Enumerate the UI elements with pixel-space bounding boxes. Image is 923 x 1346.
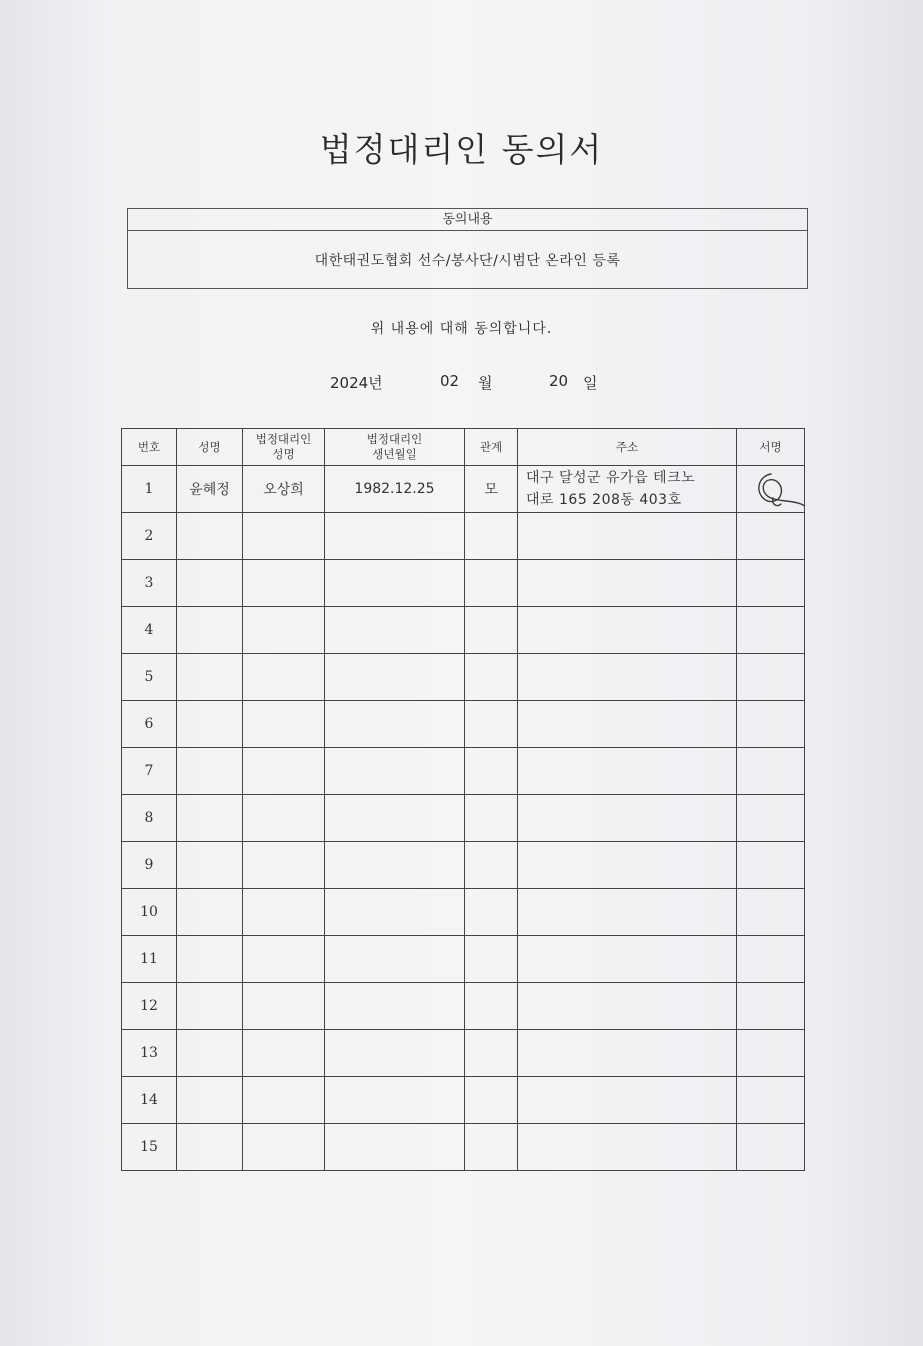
row-number: 13 — [122, 1030, 177, 1077]
table-row — [122, 466, 805, 513]
header-guardian-name — [243, 429, 325, 466]
table-row — [122, 795, 805, 842]
header-guardian-name-line2: 성명 — [272, 447, 295, 461]
row-number: 14 — [122, 1077, 177, 1124]
agreement-statement: 위 내용에 대해 동의합니다. — [370, 321, 553, 337]
table-row — [122, 936, 805, 983]
table-row — [122, 983, 805, 1030]
consent-header: 동의내용 — [128, 209, 807, 231]
guardian-registration-table — [121, 428, 805, 1171]
table-row — [122, 748, 805, 795]
row-signature — [737, 466, 805, 513]
table-row — [122, 607, 805, 654]
row-address — [518, 466, 737, 513]
row-number: 8 — [122, 795, 177, 842]
page-title: 법정대리인 동의서 — [319, 130, 604, 169]
row-relation: 모 — [465, 466, 518, 513]
table-row — [122, 1077, 805, 1124]
header-number: 번호 — [122, 429, 177, 466]
header-guardian-birth-line1: 법정대리인 — [366, 432, 423, 446]
table-row — [122, 1030, 805, 1077]
row-number: 4 — [122, 607, 177, 654]
row-address-line2: 대로 165 208동 403호 — [526, 492, 682, 508]
row-number: 1 — [122, 466, 177, 513]
header-guardian-birth-line2: 생년월일 — [372, 447, 417, 461]
header-address: 주소 — [518, 429, 737, 466]
row-number: 3 — [122, 560, 177, 607]
handwritten-signature — [751, 468, 805, 512]
table-row — [122, 560, 805, 607]
header-guardian-name-line1: 법정대리인 — [255, 432, 312, 446]
row-number: 6 — [122, 701, 177, 748]
header-relation: 관계 — [465, 429, 518, 466]
table-header-row — [122, 429, 805, 466]
date-year: 2024년 — [330, 374, 383, 392]
row-number: 11 — [122, 936, 177, 983]
date-month-unit: 월 — [478, 374, 493, 392]
header-name: 성명 — [177, 429, 243, 466]
table-row — [122, 701, 805, 748]
row-guardian-birth: 1982.12.25 — [325, 466, 465, 513]
table-row — [122, 654, 805, 701]
consent-box — [127, 208, 808, 289]
row-number: 2 — [122, 513, 177, 560]
table-row — [122, 513, 805, 560]
row-address-line1: 대구 달성군 유가읍 테크노 — [526, 470, 696, 486]
row-number: 7 — [122, 748, 177, 795]
row-guardian-name: 오상희 — [243, 466, 325, 513]
row-number: 15 — [122, 1124, 177, 1171]
consent-content: 대한태권도협회 선수/봉사단/시범단 온라인 등록 — [314, 253, 621, 269]
date-day: 20 — [549, 372, 569, 390]
header-signature: 서명 — [737, 429, 805, 466]
date-month: 02 — [440, 372, 460, 390]
table-row — [122, 889, 805, 936]
table-row — [122, 1124, 805, 1171]
row-number: 5 — [122, 654, 177, 701]
table-row — [122, 842, 805, 889]
row-number: 10 — [122, 889, 177, 936]
date-day-unit: 일 — [583, 374, 598, 392]
row-number: 12 — [122, 983, 177, 1030]
row-name: 윤혜정 — [177, 466, 243, 513]
row-number: 9 — [122, 842, 177, 889]
header-guardian-birth — [325, 429, 465, 466]
